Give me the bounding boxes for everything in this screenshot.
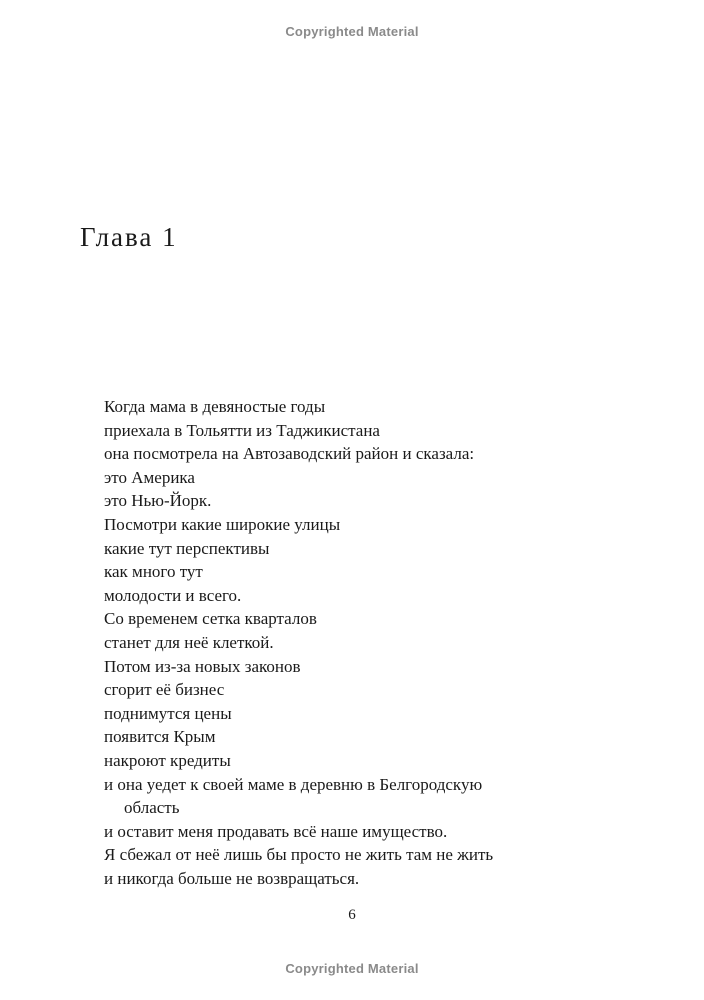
- poem-line: молодости и всего.: [104, 585, 242, 605]
- poem-line: Я сбежал от неё лишь бы просто не жить там не жить: [104, 845, 494, 865]
- poem-line: приехала в Тольятти из Таджикистана: [104, 420, 380, 440]
- poem-line: Потом из-за новых законов: [104, 656, 301, 676]
- poem-line: Со временем сетка кварталов: [104, 609, 317, 629]
- page-number: 6: [348, 907, 356, 923]
- poem-line: накроют кредиты: [104, 750, 231, 770]
- poem-line: как много тут: [104, 562, 203, 582]
- poem-line: появится Крым: [104, 727, 216, 747]
- poem-line: станет для неё клеткой.: [104, 632, 274, 652]
- chapter-title: Глава 1: [80, 222, 178, 252]
- poem-line: и никогда больше не возвращаться.: [104, 868, 360, 888]
- poem-line: какие тут перспективы: [104, 538, 270, 558]
- copyright-watermark-bottom: Copyrighted Material: [285, 961, 419, 976]
- poem-line-continuation: область: [124, 798, 180, 818]
- poem-line: Посмотри какие широкие улицы: [104, 514, 341, 534]
- poem-text: [104, 395, 684, 890]
- poem-line: Когда мама в девяностые годы: [104, 397, 326, 416]
- poem-line: сгорит её бизнес: [104, 680, 225, 700]
- poem-line: поднимутся цены: [104, 703, 232, 723]
- poem-line: она посмотрела на Автозаводский район и сказала:: [104, 444, 475, 464]
- poem-line: и оставит меня продавать всё наше имущество.: [104, 821, 448, 841]
- copyright-watermark-top: Copyrighted Material: [285, 24, 419, 39]
- poem-line: это Америка: [104, 467, 195, 487]
- poem-line: это Нью-Йорк.: [104, 491, 212, 511]
- poem-line: и она уедет к своей маме в деревню в Белгородскую: [104, 774, 483, 794]
